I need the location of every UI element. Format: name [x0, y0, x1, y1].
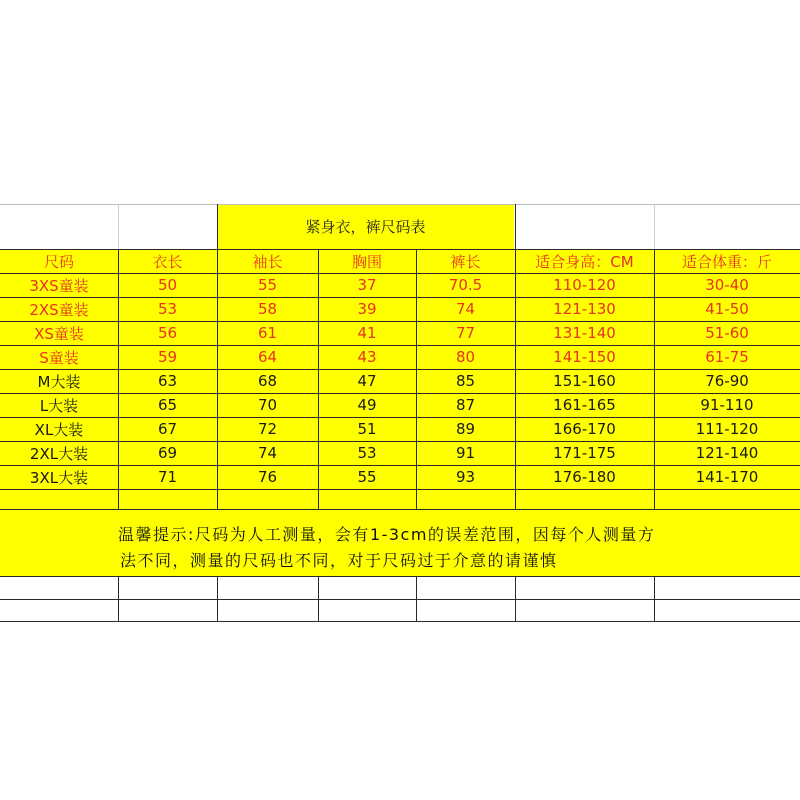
cell-weight: 141-170 — [695, 468, 759, 486]
row-divider — [0, 393, 800, 394]
cell-size: S童装 — [39, 348, 79, 367]
cell-chest: 41 — [357, 324, 377, 342]
cell-sleeve: 55 — [257, 276, 278, 294]
cell-length: 69 — [157, 444, 178, 462]
cell-height: 141-150 — [553, 348, 616, 366]
column-divider — [654, 249, 655, 509]
cell-pants: 91 — [455, 444, 476, 462]
row-divider — [0, 369, 800, 370]
cell-height: 131-140 — [553, 324, 616, 342]
header-length: 衣长 — [152, 252, 183, 271]
cell-chest: 51 — [357, 420, 377, 438]
row-divider — [0, 204, 800, 205]
column-divider — [416, 576, 417, 621]
cell-height: 161-165 — [553, 396, 616, 414]
row-divider — [0, 321, 800, 322]
notice-box — [0, 509, 800, 576]
cell-pants: 87 — [455, 396, 476, 414]
column-divider — [118, 249, 119, 509]
row-divider — [0, 489, 800, 490]
cell-length: 53 — [157, 300, 178, 318]
cell-pants: 77 — [455, 324, 476, 342]
cell-height: 121-130 — [553, 300, 616, 318]
cell-pants: 70.5 — [448, 276, 483, 294]
cell-height: 166-170 — [553, 420, 616, 438]
cell-size: XL大装 — [34, 420, 84, 439]
column-divider — [654, 204, 655, 249]
cell-weight: 121-140 — [695, 444, 759, 462]
row-divider — [0, 599, 800, 600]
row-divider — [0, 441, 800, 442]
column-divider — [416, 249, 417, 509]
row-divider — [0, 345, 800, 346]
cell-pants: 93 — [455, 468, 476, 486]
cell-weight: 41-50 — [705, 300, 749, 318]
cell-sleeve: 68 — [257, 372, 278, 390]
cell-pants: 85 — [455, 372, 476, 390]
row-divider — [0, 576, 800, 577]
header-size: 尺码 — [43, 252, 74, 271]
blank-row — [0, 489, 800, 509]
cell-pants: 80 — [455, 348, 476, 366]
column-divider — [118, 576, 119, 621]
cell-size: 3XS童装 — [29, 276, 89, 295]
column-divider — [515, 576, 516, 621]
cell-size: L大装 — [39, 396, 79, 415]
cell-weight: 91-110 — [700, 396, 754, 414]
cell-sleeve: 58 — [257, 300, 278, 318]
cell-size: 3XL大装 — [29, 468, 89, 487]
column-divider — [217, 576, 218, 621]
cell-sleeve: 64 — [257, 348, 278, 366]
column-divider — [318, 249, 319, 509]
notice-line-1: 温馨提示:尺码为人工测量，会有1-3cm的误差范围，因每个人测量方 — [118, 525, 656, 544]
cell-pants: 89 — [455, 420, 476, 438]
row-divider — [0, 297, 800, 298]
cell-weight: 30-40 — [705, 276, 749, 294]
chart-title: 紧身衣，裤尺码表 — [217, 204, 514, 249]
column-divider — [118, 204, 119, 249]
cell-weight: 111-120 — [695, 420, 759, 438]
header-height: 适合身高：CM — [535, 252, 634, 271]
cell-chest: 55 — [357, 468, 377, 486]
header-pants: 裤长 — [450, 252, 481, 271]
cell-sleeve: 74 — [257, 444, 278, 462]
cell-weight: 76-90 — [705, 372, 749, 390]
cell-weight: 61-75 — [705, 348, 749, 366]
cell-height: 151-160 — [553, 372, 616, 390]
cell-sleeve: 76 — [257, 468, 278, 486]
cell-size: XS童装 — [34, 324, 84, 343]
column-divider — [654, 576, 655, 621]
column-divider — [515, 249, 516, 509]
cell-length: 71 — [157, 468, 178, 486]
header-chest: 胸围 — [351, 252, 382, 271]
cell-sleeve: 72 — [257, 420, 278, 438]
row-divider — [0, 509, 800, 510]
cell-size: M大装 — [37, 372, 81, 391]
cell-chest: 49 — [357, 396, 377, 414]
column-divider — [217, 249, 218, 509]
row-divider — [0, 465, 800, 466]
row-divider — [0, 273, 800, 274]
cell-length: 65 — [157, 396, 178, 414]
cell-size: 2XL大装 — [29, 444, 89, 463]
cell-chest: 37 — [357, 276, 377, 294]
cell-length: 50 — [157, 276, 178, 294]
cell-length: 67 — [157, 420, 178, 438]
cell-sleeve: 70 — [257, 396, 278, 414]
cell-height: 110-120 — [553, 276, 616, 294]
column-divider — [217, 204, 218, 249]
column-divider — [515, 204, 516, 249]
cell-size: 2XS童装 — [29, 300, 89, 319]
header-weight: 适合体重：斤 — [681, 252, 772, 271]
row-divider — [0, 249, 800, 250]
cell-pants: 74 — [455, 300, 476, 318]
cell-length: 56 — [157, 324, 178, 342]
cell-chest: 53 — [357, 444, 377, 462]
row-divider — [0, 417, 800, 418]
cell-height: 176-180 — [553, 468, 616, 486]
notice-line-2: 法不同，测量的尺码也不同，对于尺码过于介意的请谨慎 — [120, 551, 558, 570]
row-divider — [0, 621, 800, 622]
cell-sleeve: 61 — [257, 324, 278, 342]
cell-length: 63 — [157, 372, 178, 390]
cell-chest: 39 — [357, 300, 377, 318]
cell-chest: 47 — [357, 372, 377, 390]
cell-chest: 43 — [357, 348, 377, 366]
cell-length: 59 — [157, 348, 178, 366]
cell-height: 171-175 — [553, 444, 616, 462]
cell-weight: 51-60 — [705, 324, 749, 342]
header-sleeve: 袖长 — [252, 252, 283, 271]
column-divider — [318, 576, 319, 621]
